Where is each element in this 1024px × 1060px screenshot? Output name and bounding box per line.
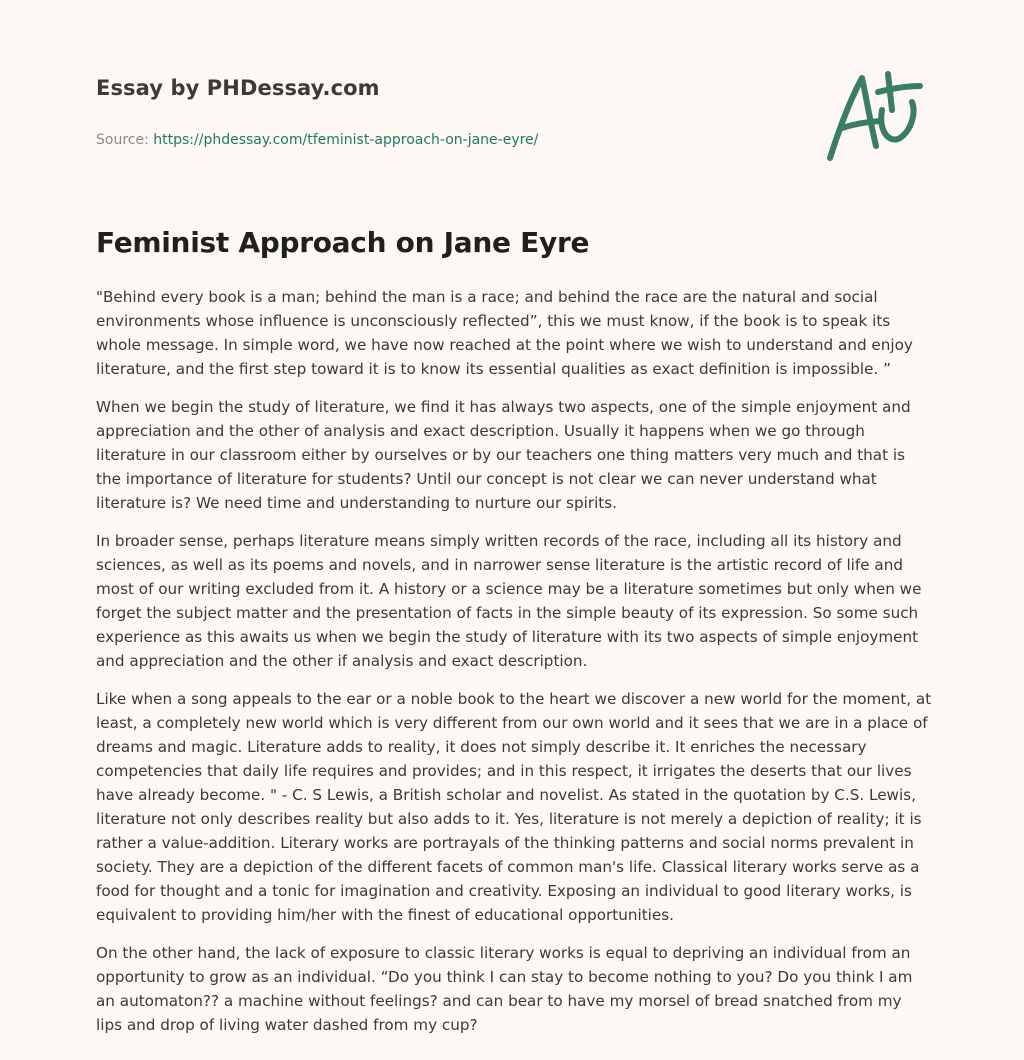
article-title: Feminist Approach on Jane Eyre: [96, 226, 590, 259]
a-plus-grade-icon: [820, 66, 930, 166]
page-header: [96, 76, 796, 148]
paragraph: Like when a song appeals to the ear or a noble book to the heart we discover a new world for the moment, at least, a completely new world which is very different from our own world and it sees that we are in a place of dreams and magic. Literature adds to reality, it does not simply describe it. It enriches the necessary competencies that daily life requires and provides; and in this respect, it irrigates the deserts that our lives have already become. " - C. S Lewis, a British scholar and novelist. As stated in the quotation by C.S. Lewis, literature not only describes reality but also adds to it. Yes, literature is not merely a depiction of reality; it is rather a value-addition. Literary works are portrayals of the thinking patterns and social norms prevalent in society. They are a depiction of the different facets of common man's life. Classical literary works serve as a food for thought and a tonic for imagination and creativity. Exposing an individual to good literary works, is equivalent to providing him/her with the finest of educational opportunities.: [96, 690, 932, 924]
paragraph: "Behind every book is a man; behind the man is a race; and behind the race are the natural and social environments whose influence is unconsciously reflected”, this we must know, if the book is to speak its whole message. In simple word, we have now reached at the point where we wish to understand and enjoy literature, and the first step toward it is to know its essential qualities as exact definition is impossible. ”: [96, 288, 913, 378]
paragraph: When we begin the study of literature, we find it has always two aspects, one of the simple enjoyment and appreciation and the other of analysis and exact description. Usually it happens when we go through literature in our classroom either by ourselves or by our teachers one thing matters very much and that is the importance of literature for students? Until our concept is not clear we can never understand what literature is? We need time and understanding to nurture our spirits.: [96, 398, 911, 512]
source-line: [96, 132, 796, 148]
source-label: Source:: [96, 132, 154, 148]
paragraph: On the other hand, the lack of exposure to classic literary works is equal to depriving an individual from an opportunity to grow as an individual. “Do you think I can stay to become nothing to you? Do you think I am an automaton?? a machine without feelings? and can bear to have my morsel of bread snatched from my lips and drop of living water dashed from my cup?: [96, 944, 913, 1034]
source-link[interactable]: https://phdessay.com/tfeminist-approach-on-jane-eyre/: [153, 132, 539, 148]
article-body: [96, 285, 932, 1051]
paragraph: In broader sense, perhaps literature means simply written records of the race, including all its history and sciences, as well as its poems and novels, and in narrower sense literature is the artistic record of life and most of our writing excluded from it. A history or a science may be a literature sometimes but only when we forget the subject matter and the presentation of facts in the simple beauty of its expression. So some such experience as this awaits us when we begin the study of literature with its two aspects of simple enjoyment and appreciation and the other if analysis and exact description.: [96, 532, 922, 670]
site-brand: Essay by PHDessay.com: [96, 76, 380, 100]
